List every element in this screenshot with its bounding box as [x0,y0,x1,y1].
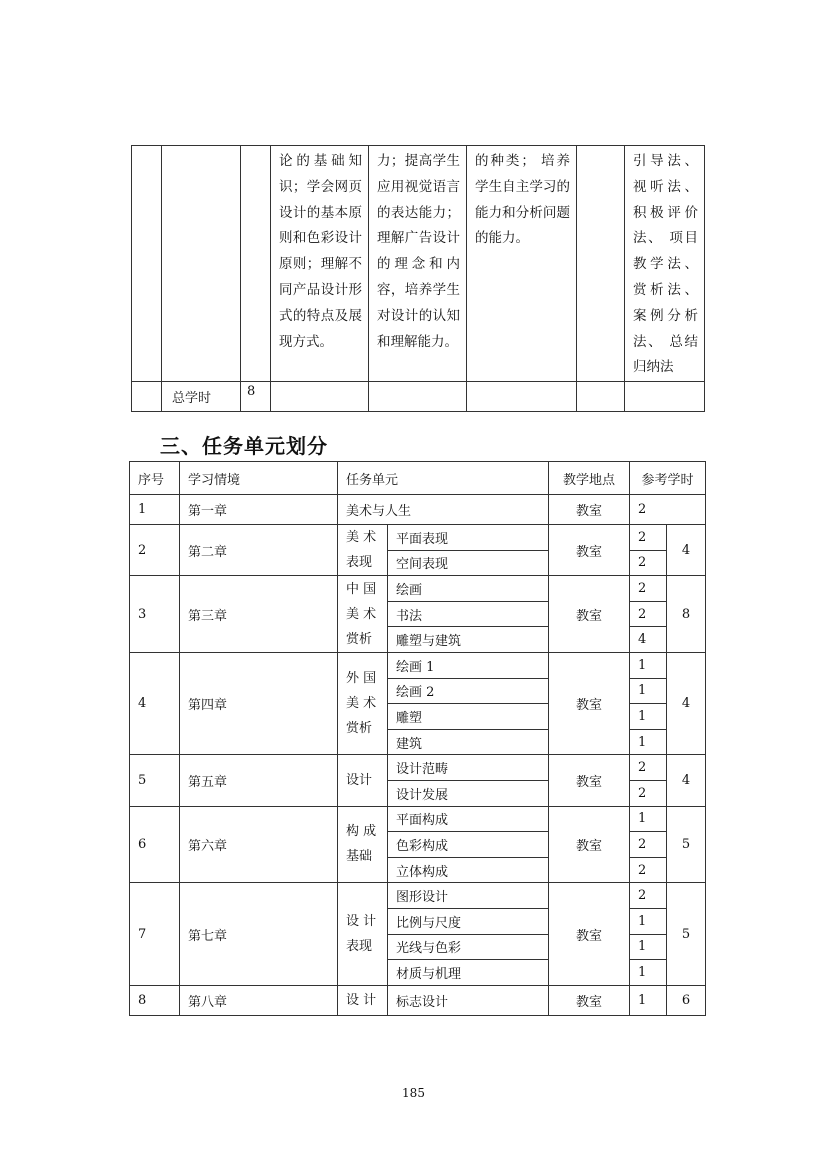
header-no: 序号 [130,462,180,495]
table-cell [271,382,369,412]
unit-name: 立体构成 [388,857,549,883]
row-total-hours: 4 [667,755,706,806]
row-no: 6 [130,806,180,883]
unit-hours: 1 [630,652,667,678]
row-chapter: 第二章 [180,525,338,576]
table-cell [162,146,241,382]
unit-hours: 1 [630,908,667,934]
unit-name: 绘画 1 [388,652,549,678]
table-row [130,806,706,832]
task-unit-table [129,461,706,1016]
table-row [132,146,705,382]
table-row [130,755,706,781]
unit-name: 色彩构成 [388,832,549,858]
row-location: 教室 [549,755,630,806]
row-location: 教室 [549,495,630,525]
table-cell [369,382,467,412]
unit-hours: 1 [630,704,667,730]
table-cell [241,146,271,382]
unit-hours: 2 [630,857,667,883]
unit-hours: 2 [630,883,667,909]
row-no: 2 [130,525,180,576]
unit-hours: 2 [630,601,667,627]
unit-name: 书法 [388,601,549,627]
unit-name: 绘画 2 [388,678,549,704]
unit-hours: 2 [630,832,667,858]
unit-group: 构 成 基础 [338,806,388,883]
row-chapter: 第一章 [180,495,338,525]
unit-hours: 2 [630,550,667,576]
row-chapter: 第六章 [180,806,338,883]
unit-hours: 2 [630,780,667,806]
unit-name: 标志设计 [388,985,549,1015]
table-row [130,883,706,909]
header-hours: 参考学时 [630,462,706,495]
table-row [130,652,706,678]
header-row [130,462,706,495]
row-location: 教室 [549,576,630,653]
table-cell [132,382,162,412]
header-unit: 任务单元 [338,462,549,495]
row-total-hours: 5 [667,883,706,985]
row-no: 7 [130,883,180,985]
row-location: 教室 [549,806,630,883]
unit-name: 光线与色彩 [388,934,549,960]
unit-name: 建筑 [388,729,549,755]
unit-name: 绘画 [388,576,549,602]
unit-hours: 4 [630,627,667,653]
row-chapter: 第八章 [180,985,338,1015]
unit-name: 材质与机理 [388,960,549,986]
teaching-method-cell: 引导法、视听法、积极评价法、 项目教学法、赏析法、案例分析法、 总结归纳法 [625,146,705,382]
row-total-hours: 5 [667,806,706,883]
unit-name: 美术与人生 [338,495,549,525]
header-situation: 学习情境 [180,462,338,495]
unit-name: 雕塑与建筑 [388,627,549,653]
row-no: 1 [130,495,180,525]
unit-name: 比例与尺度 [388,908,549,934]
row-total-hours: 4 [667,525,706,576]
row-total-hours: 8 [667,576,706,653]
unit-name: 空间表现 [388,550,549,576]
page-number: 185 [402,1086,425,1100]
row-no: 5 [130,755,180,806]
unit-group: 美 术 表现 [338,525,388,576]
unit-name: 设计范畴 [388,755,549,781]
unit-group: 外 国 美 术 赏析 [338,652,388,754]
table-row [130,525,706,551]
unit-group: 设计 [338,755,388,806]
quality-objective-cell: 的种类； 培养学生自主学习的能力和分析问题的能力。 [467,146,577,382]
header-location: 教学地点 [549,462,630,495]
table-row [130,985,706,1015]
row-no: 4 [130,652,180,754]
row-location: 教室 [549,985,630,1015]
table-row [130,576,706,602]
ability-objective-cell: 力；提高学生应用视觉语言的表达能力；理解广告设计的理念和内容，培养学生对设计的认知和理解能力。 [369,146,467,382]
unit-hours: 2 [630,525,667,551]
unit-group: 中 国 美 术 赏析 [338,576,388,653]
row-total-hours: 6 [667,985,706,1015]
table-cell [467,382,577,412]
row-chapter: 第四章 [180,652,338,754]
total-hours-row [132,382,705,412]
row-location: 教室 [549,652,630,754]
unit-hours: 1 [630,729,667,755]
row-no: 3 [130,576,180,653]
table-row [130,495,706,525]
unit-hours: 2 [630,576,667,602]
knowledge-objective-cell: 论的基础知识；学会网页设计的基本原则和色彩设计原则；理解不同产品设计形式的特点及展现方式。 [271,146,369,382]
unit-name: 平面表现 [388,525,549,551]
unit-hours: 1 [630,934,667,960]
unit-group: 设 计 表现 [338,883,388,985]
row-no: 8 [130,985,180,1015]
row-location: 教室 [549,525,630,576]
table-cell [577,146,625,382]
unit-hours: 1 [630,806,667,832]
unit-hours: 1 [630,985,667,1015]
unit-hours: 1 [630,960,667,986]
course-objectives-table [131,145,705,412]
row-chapter: 第五章 [180,755,338,806]
unit-hours: 2 [630,755,667,781]
table-cell [625,382,705,412]
total-hours-value: 8 [241,382,271,412]
row-chapter: 第七章 [180,883,338,985]
unit-group: 设 计 [338,985,388,1015]
row-total-hours: 4 [667,652,706,754]
unit-name: 雕塑 [388,704,549,730]
total-hours-label: 总学时 [162,382,241,412]
unit-name: 平面构成 [388,806,549,832]
unit-name: 图形设计 [388,883,549,909]
unit-hours: 2 [630,495,706,525]
unit-name: 设计发展 [388,780,549,806]
row-location: 教室 [549,883,630,985]
row-chapter: 第三章 [180,576,338,653]
task-table-body [130,462,706,1016]
table-cell [132,146,162,382]
table-cell [577,382,625,412]
section-heading: 三、任务单元划分 [160,434,328,458]
unit-hours: 1 [630,678,667,704]
